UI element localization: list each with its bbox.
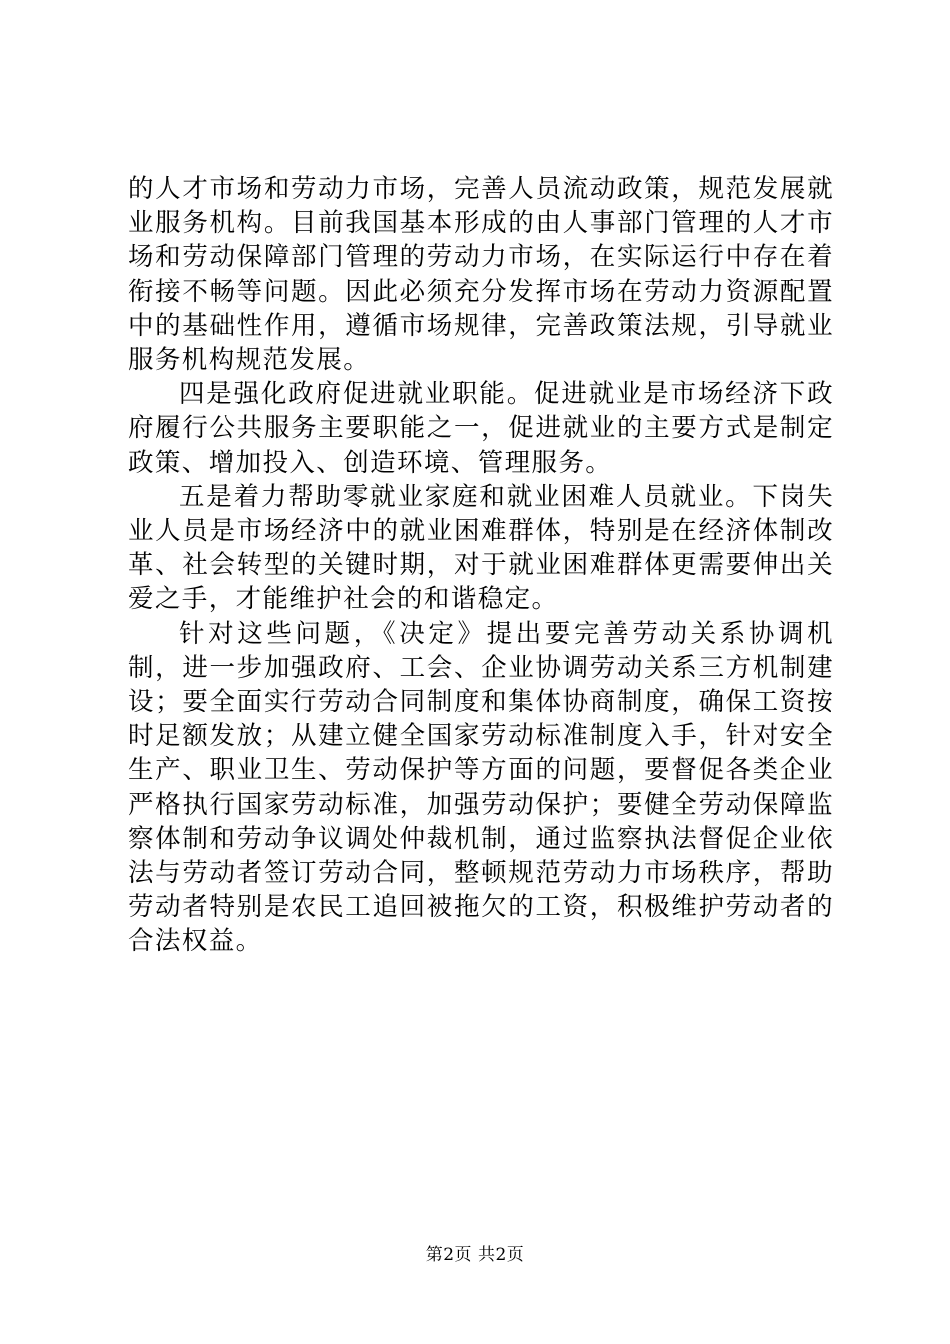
- document-body: [128, 172, 834, 959]
- paragraph-4: 针对这些问题，《决定》提出要完善劳动关系协调机制，进一步加强政府、工会、企业协调劳动关系三方机制建设；要全面实行劳动合同制度和集体协商制度，确保工资按时足额发放；从建立健全国家劳动标准制度入手，针对安全生产、职业卫生、劳动保护等方面的问题，要督促各类企业严格执行国家劳动标准，加强劳动保护；要健全劳动保障监察体制和劳动争议调处仲裁机制，通过监察执法督促企业依法与劳动者签订劳动合同，整顿规范劳动力市场秩序，帮助劳动者特别是农民工追回被拖欠的工资，积极维护劳动者的合法权益。: [128, 618, 834, 957]
- page-number-indicator: 第2页 共2页: [425, 1245, 525, 1265]
- paragraph-2: 四是强化政府促进就业职能。促进就业是市场经济下政府履行公共服务主要职能之一，促进就业的主要方式是制定政策、增加投入、创造环境、管理服务。: [128, 379, 834, 478]
- page-footer: [0, 1244, 950, 1266]
- paragraph-1: 的人才市场和劳动力市场，完善人员流动政策，规范发展就业服务机构。目前我国基本形成的由人事部门管理的人才市场和劳动保障部门管理的劳动力市场，在实际运行中存在着衔接不畅等问题。因此必须充分发挥市场在劳动力资源配置中的基础性作用，遵循市场规律，完善政策法规，引导就业服务机构规范发展。: [128, 174, 834, 376]
- paragraph-3: 五是着力帮助零就业家庭和就业困难人员就业。下岗失业人员是市场经济中的就业困难群体，特别是在经济体制改革、社会转型的关键时期，对于就业困难群体更需要伸出关爱之手，才能维护社会的和谐稳定。: [128, 481, 834, 615]
